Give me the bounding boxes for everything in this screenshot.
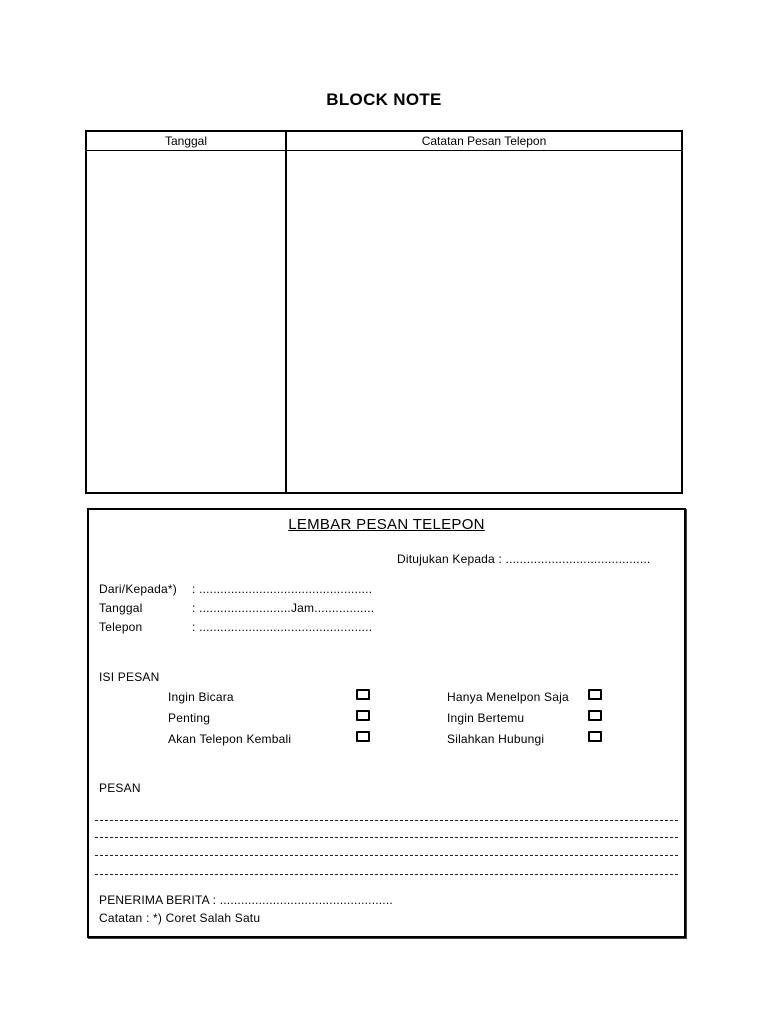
block-note-title: BLOCK NOTE bbox=[326, 90, 442, 109]
option-label-ingin-bicara: Ingin Bicara bbox=[168, 690, 234, 704]
catatan-note: Catatan : *) Coret Salah Satu bbox=[99, 911, 261, 925]
field-label-dari-kepada: Dari/Kepada*) bbox=[99, 582, 177, 596]
checkbox-silahkan-hubungi[interactable] bbox=[588, 731, 602, 742]
option-label-hanya-menelpon-saja: Hanya Menelpon Saja bbox=[447, 690, 569, 704]
field-value-dari-kepada: : ................................................. bbox=[192, 582, 373, 596]
pesan-writing-line bbox=[95, 874, 678, 875]
checkbox-akan-telepon-kembali[interactable] bbox=[356, 731, 370, 742]
checkbox-penting[interactable] bbox=[356, 710, 370, 721]
pesan-label: PESAN bbox=[99, 781, 141, 795]
field-value-telepon: : ................................................. bbox=[192, 620, 373, 634]
pesan-writing-line bbox=[95, 837, 678, 838]
pesan-writing-line bbox=[95, 855, 678, 856]
field-value-tanggal-jam: : ..........................Jam................. bbox=[192, 601, 375, 615]
isi-pesan-label: ISI PESAN bbox=[99, 670, 160, 684]
option-label-ingin-bertemu: Ingin Bertemu bbox=[447, 711, 525, 725]
block-note-column-divider bbox=[285, 132, 287, 492]
option-label-akan-telepon-kembali: Akan Telepon Kembali bbox=[168, 732, 292, 746]
penerima-berita-field: PENERIMA BERITA : ................................................. bbox=[99, 893, 393, 907]
message-sheet-title: LEMBAR PESAN TELEPON bbox=[288, 516, 485, 533]
option-label-silahkan-hubungi: Silahkan Hubungi bbox=[447, 732, 545, 746]
option-label-penting: Penting bbox=[168, 711, 211, 725]
column-header-catatan: Catatan Pesan Telepon bbox=[421, 134, 547, 148]
block-note-table bbox=[85, 130, 683, 494]
column-header-tanggal: Tanggal bbox=[164, 134, 208, 148]
field-label-tanggal: Tanggal bbox=[99, 601, 143, 615]
checkbox-ingin-bertemu[interactable] bbox=[588, 710, 602, 721]
checkbox-hanya-menelpon-saja[interactable] bbox=[588, 689, 602, 700]
ditujukan-kepada-field: Ditujukan Kepada : ......................................... bbox=[397, 552, 651, 566]
field-label-telepon: Telepon bbox=[99, 620, 143, 634]
checkbox-ingin-bicara[interactable] bbox=[356, 689, 370, 700]
pesan-writing-line bbox=[95, 820, 678, 821]
